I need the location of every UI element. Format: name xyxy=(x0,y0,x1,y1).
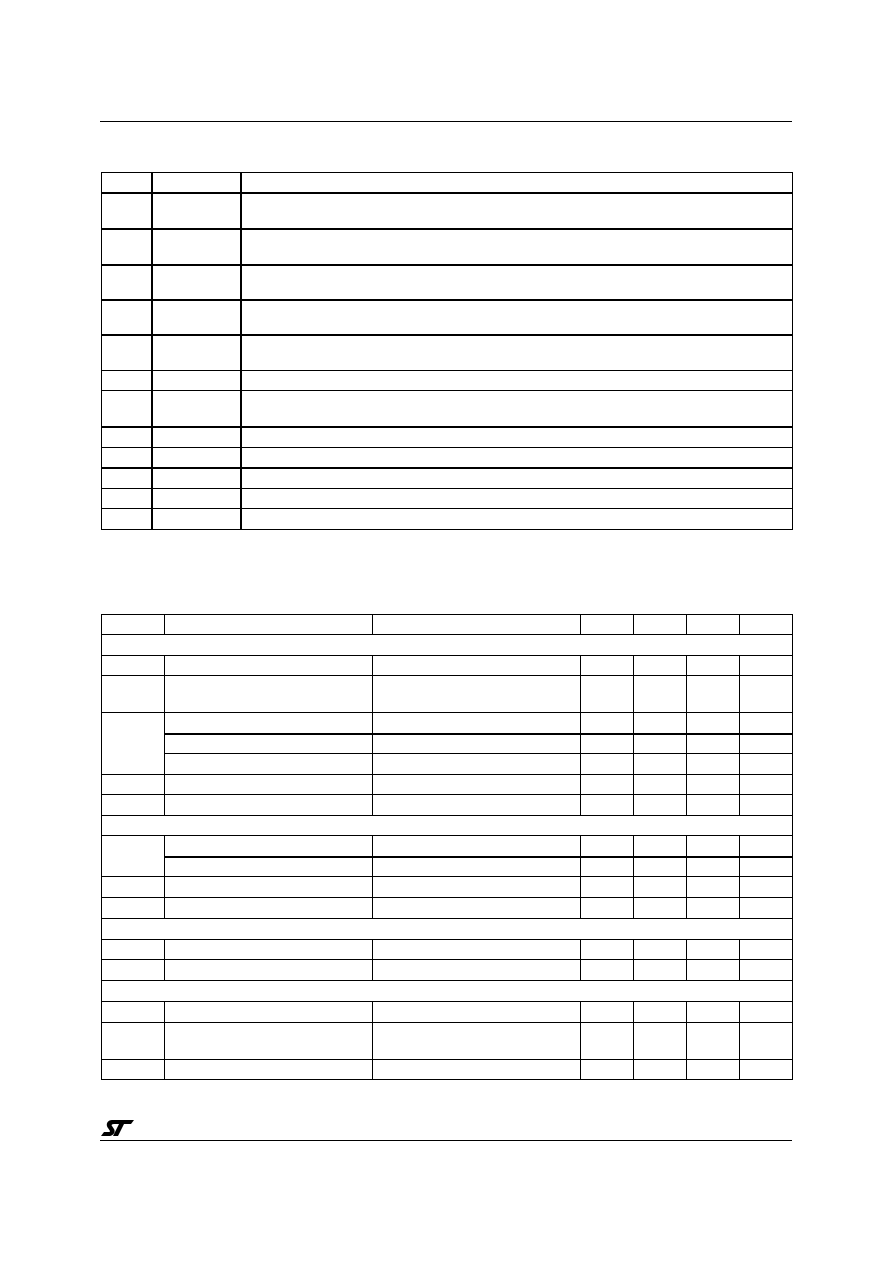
header-rule xyxy=(100,121,792,122)
table-row xyxy=(102,371,793,391)
table-row xyxy=(102,877,793,898)
table-row xyxy=(102,427,793,448)
table-row xyxy=(102,300,793,335)
table-header-row xyxy=(102,173,793,193)
section-row xyxy=(102,981,793,1002)
section-row xyxy=(102,919,793,940)
section-row xyxy=(102,635,793,656)
table-row xyxy=(102,489,793,509)
table-row xyxy=(102,754,793,775)
footer-rule xyxy=(100,1140,792,1141)
table-row xyxy=(102,795,793,816)
table-row xyxy=(102,1060,793,1080)
pin-description-table xyxy=(101,172,793,530)
electrical-characteristics-table xyxy=(101,614,793,1080)
table-row xyxy=(102,836,793,857)
table-row xyxy=(102,193,793,229)
table-row xyxy=(102,960,793,981)
table-row xyxy=(102,391,793,427)
table-row xyxy=(102,857,793,877)
table-row xyxy=(102,1002,793,1023)
table-row xyxy=(102,265,793,300)
table-row xyxy=(102,509,793,530)
table-row xyxy=(102,734,793,754)
table-row xyxy=(102,1023,793,1060)
table-row xyxy=(102,656,793,676)
table-header-row xyxy=(102,615,793,635)
st-logo xyxy=(100,1117,136,1139)
table-row xyxy=(102,713,793,734)
table-row xyxy=(102,775,793,795)
section-row xyxy=(102,816,793,836)
table-row xyxy=(102,468,793,489)
table-row xyxy=(102,448,793,468)
table-row xyxy=(102,229,793,265)
table-row xyxy=(102,898,793,919)
table-row xyxy=(102,940,793,960)
table-row xyxy=(102,335,793,371)
table-row xyxy=(102,676,793,713)
